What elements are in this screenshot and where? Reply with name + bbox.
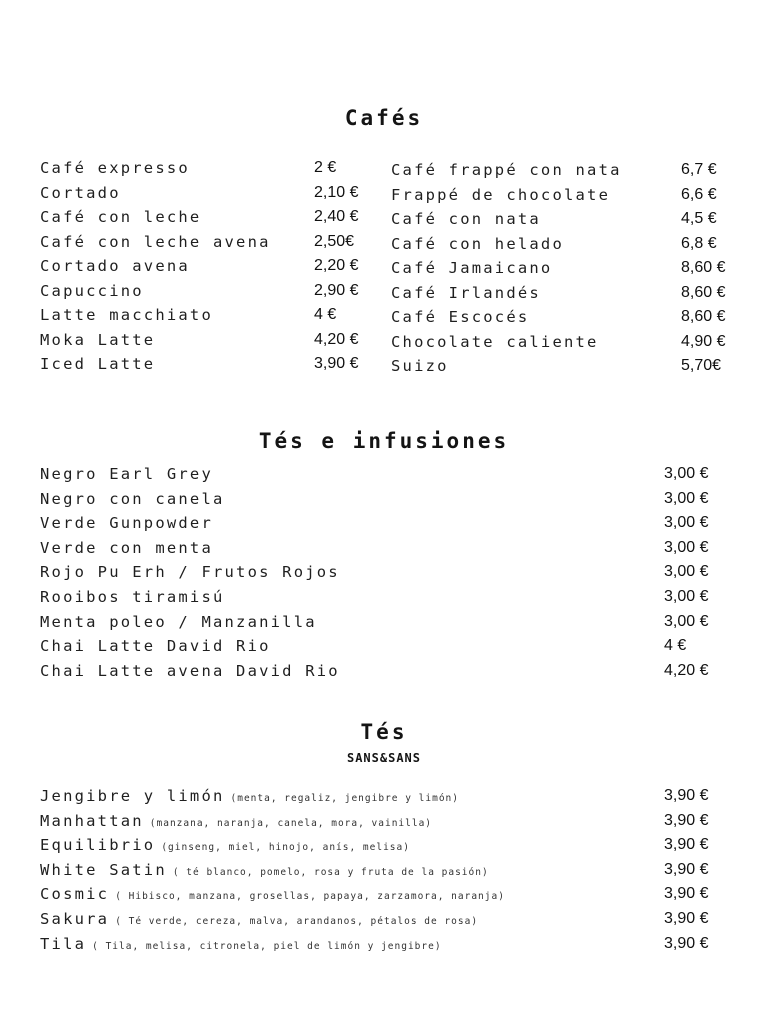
item-name bbox=[40, 858, 489, 885]
item-name bbox=[40, 809, 432, 836]
item-price: 5,70€ bbox=[681, 357, 722, 374]
item-price: 8,60 € bbox=[681, 259, 726, 276]
item-price: 2,10 € bbox=[314, 183, 359, 201]
item-price: 3,90 € bbox=[664, 934, 709, 952]
tea-name: White Satin bbox=[40, 860, 167, 879]
tea-description: (manzana, naranja, canela, mora, vainilla) bbox=[149, 817, 433, 829]
item-price: 8,60 € bbox=[681, 308, 726, 325]
item-name bbox=[40, 833, 410, 860]
item-price: 3,90 € bbox=[664, 836, 709, 854]
item-name: Rooibos tiramisú bbox=[40, 588, 225, 606]
tes-subtitle: SANS&SANS bbox=[346, 751, 422, 765]
item-price: 4,20 € bbox=[314, 330, 359, 348]
item-name: Cortado avena bbox=[40, 257, 190, 275]
tea-name: Equilibrio bbox=[40, 836, 156, 855]
item-name: Café con leche avena bbox=[40, 232, 271, 251]
item-name: Iced Latte bbox=[40, 355, 156, 373]
item-price: 3,00 € bbox=[664, 588, 709, 605]
tea-description: (menta, regaliz, jengibre y limón) bbox=[230, 793, 459, 804]
item-name bbox=[40, 882, 505, 909]
item-price: 3,90 € bbox=[314, 355, 359, 372]
item-name: Menta poleo / Manzanilla bbox=[40, 612, 317, 631]
item-price: 6,8 € bbox=[681, 234, 717, 252]
item-price: 6,7 € bbox=[681, 161, 717, 178]
item-price: 4 € bbox=[314, 306, 337, 323]
item-name: Café frappé con nata bbox=[391, 161, 622, 179]
infusiones-title: Tés e infusiones bbox=[258, 429, 510, 453]
tea-description: ( Té verde, cereza, malva, arandanos, pétalos de rosa) bbox=[115, 916, 479, 927]
item-price: 3,00 € bbox=[664, 514, 709, 532]
item-name: Moka Latte bbox=[40, 330, 156, 349]
item-name: Café con helado bbox=[391, 234, 564, 253]
item-price: 3,00 € bbox=[664, 465, 709, 482]
item-name bbox=[40, 907, 478, 934]
tea-description: (ginseng, miel, hinojo, anís, melisa) bbox=[161, 842, 410, 854]
item-price: 6,6 € bbox=[681, 185, 717, 203]
item-price: 4,5 € bbox=[681, 210, 717, 227]
item-name bbox=[40, 932, 442, 959]
item-name bbox=[40, 784, 459, 811]
item-name: Café Escocés bbox=[391, 308, 530, 326]
item-price: 3,00 € bbox=[664, 489, 709, 507]
tea-description: ( Hibisco, manzana, grosellas, papaya, zarzamora, naranja) bbox=[115, 891, 505, 903]
tea-description: ( té blanco, pomelo, rosa y fruta de la pasión) bbox=[172, 866, 489, 878]
item-price: 2,20 € bbox=[314, 257, 359, 274]
item-price: 4,20 € bbox=[664, 661, 709, 679]
item-name: Frappé de chocolate bbox=[391, 185, 611, 204]
item-price: 8,60 € bbox=[681, 283, 726, 301]
tes-title: Tés bbox=[360, 720, 408, 744]
item-name: Chai Latte David Rio bbox=[40, 637, 271, 656]
item-price: 3,90 € bbox=[664, 860, 709, 878]
item-name: Verde con menta bbox=[40, 538, 213, 557]
tea-name: Cosmic bbox=[40, 885, 110, 904]
tea-name: Jengibre y limón bbox=[40, 787, 225, 805]
cafes-title: Cafés bbox=[344, 106, 424, 130]
item-price: 4 € bbox=[664, 637, 687, 655]
item-price: 2,90 € bbox=[314, 281, 359, 299]
item-name: Café con nata bbox=[391, 210, 541, 228]
item-price: 3,00 € bbox=[664, 563, 709, 581]
item-name: Cortado bbox=[40, 183, 121, 202]
item-price: 3,90 € bbox=[664, 910, 709, 927]
item-price: 2,40 € bbox=[314, 208, 359, 225]
item-name: Café con leche bbox=[40, 208, 202, 226]
item-price: 3,90 € bbox=[664, 885, 709, 903]
item-price: 3,90 € bbox=[664, 787, 709, 804]
tea-description: ( Tila, melisa, citronela, piel de limón y jengibre) bbox=[92, 940, 442, 952]
item-name: Chocolate caliente bbox=[391, 332, 599, 351]
tea-name: Manhattan bbox=[40, 811, 144, 830]
item-price: 3,00 € bbox=[664, 538, 709, 556]
item-name: Capuccino bbox=[40, 281, 144, 300]
item-name: Chai Latte avena David Rio bbox=[40, 661, 340, 680]
tea-name: Tila bbox=[40, 934, 87, 953]
item-price: 3,90 € bbox=[664, 811, 709, 829]
item-name: Negro con canela bbox=[40, 489, 225, 508]
item-name: Suizo bbox=[391, 357, 449, 375]
item-price: 2 € bbox=[314, 159, 337, 176]
item-name: Negro Earl Grey bbox=[40, 465, 213, 483]
tea-name: Sakura bbox=[40, 910, 110, 928]
item-name: Café Irlandés bbox=[391, 283, 541, 302]
item-name: Latte macchiato bbox=[40, 306, 213, 324]
item-name: Café Jamaicano bbox=[391, 259, 553, 277]
item-name: Verde Gunpowder bbox=[40, 514, 213, 533]
item-price: 4,90 € bbox=[681, 332, 726, 350]
item-price: 3,00 € bbox=[664, 612, 709, 630]
item-price: 2,50€ bbox=[314, 232, 355, 250]
item-name: Café expresso bbox=[40, 159, 190, 177]
item-name: Rojo Pu Erh / Frutos Rojos bbox=[40, 563, 340, 582]
